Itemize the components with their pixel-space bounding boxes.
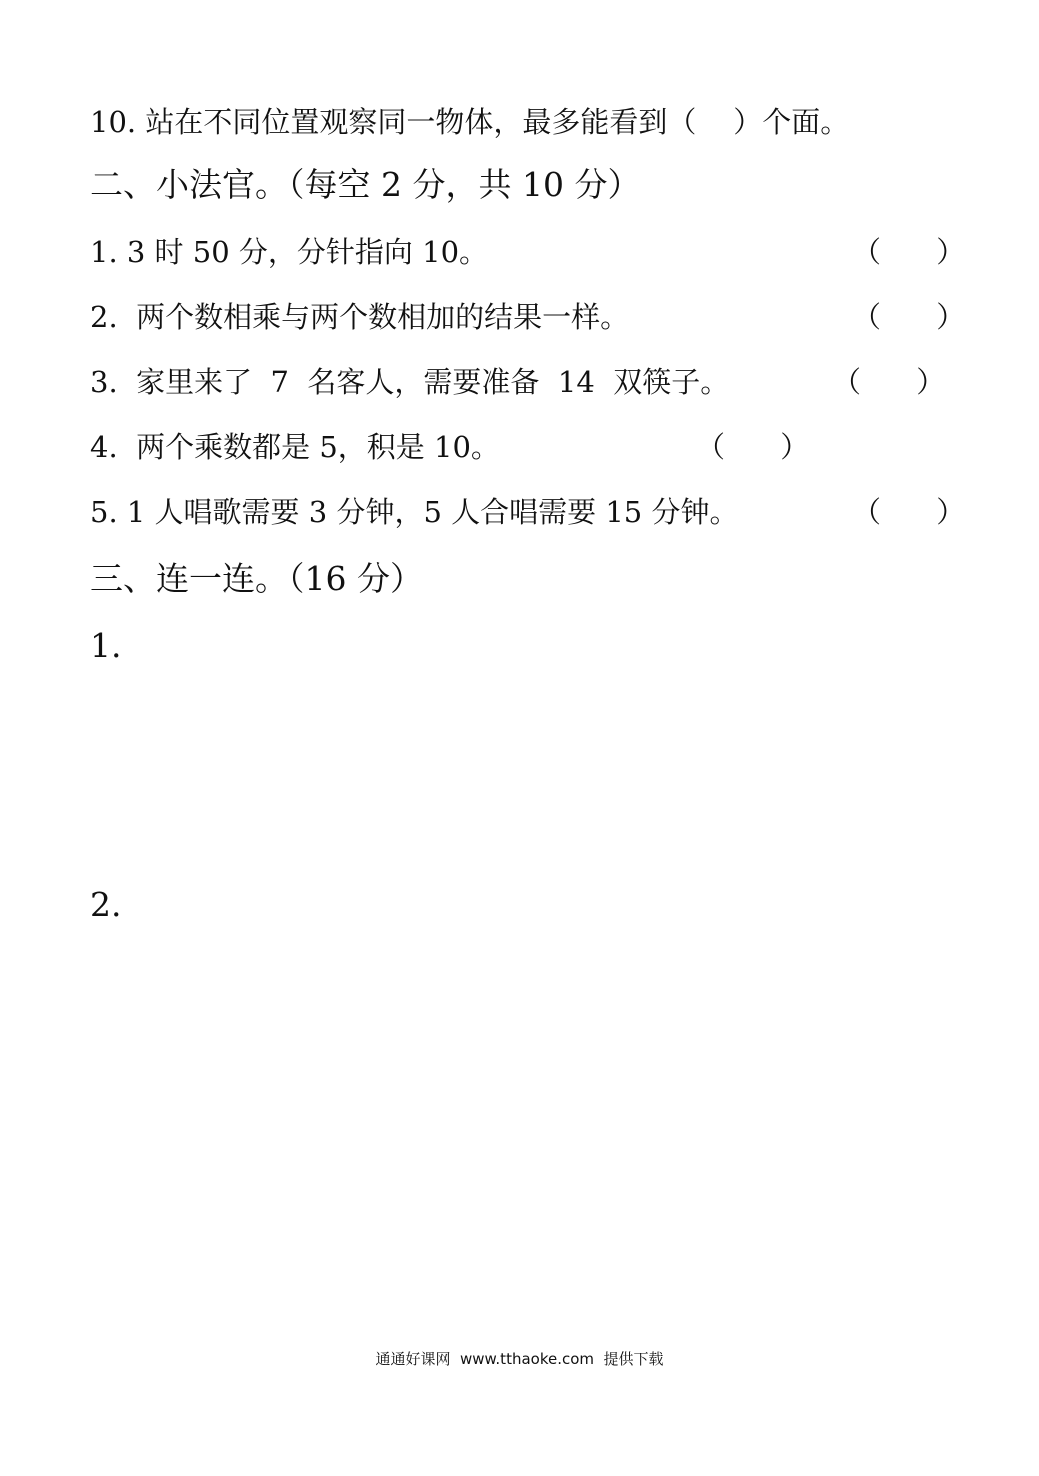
judge-item-5: 5. 1 人唱歌需要 3 分钟，5 人合唱需要 15 分钟。 <box>90 495 739 529</box>
answer-blank-1[interactable]: （ ） <box>852 235 966 269</box>
question-10: 10. 站在不同位置观察同一物体，最多能看到（ ）个面。 <box>90 105 850 139</box>
judge-item-4: 4. 两个乘数都是 5，积是 10。 <box>90 430 500 464</box>
section-2-title: 二、小法官。（每空 2 分，共 10 分） <box>90 165 641 204</box>
answer-blank-3[interactable]: （ ） <box>832 365 946 399</box>
judge-item-2: 2. 两个数相乘与两个数相加的结果一样。 <box>90 300 630 334</box>
answer-blank-5[interactable]: （ ） <box>852 495 966 529</box>
page-footer: 通通好课网 www.tthaoke.com 提供下载 <box>375 1350 664 1368</box>
judge-item-1: 1. 3 时 50 分，分针指向 10。 <box>90 235 489 269</box>
answer-blank-4[interactable]: （ ） <box>696 430 810 464</box>
judge-item-3: 3. 家里来了 7 名客人，需要准备 14 双筷子。 <box>90 365 730 399</box>
section-3-title: 三、连一连。（16 分） <box>90 559 423 598</box>
answer-blank-2[interactable]: （ ） <box>852 300 966 334</box>
matching-item-2: 2. <box>90 885 122 924</box>
matching-item-1: 1. <box>90 626 122 665</box>
